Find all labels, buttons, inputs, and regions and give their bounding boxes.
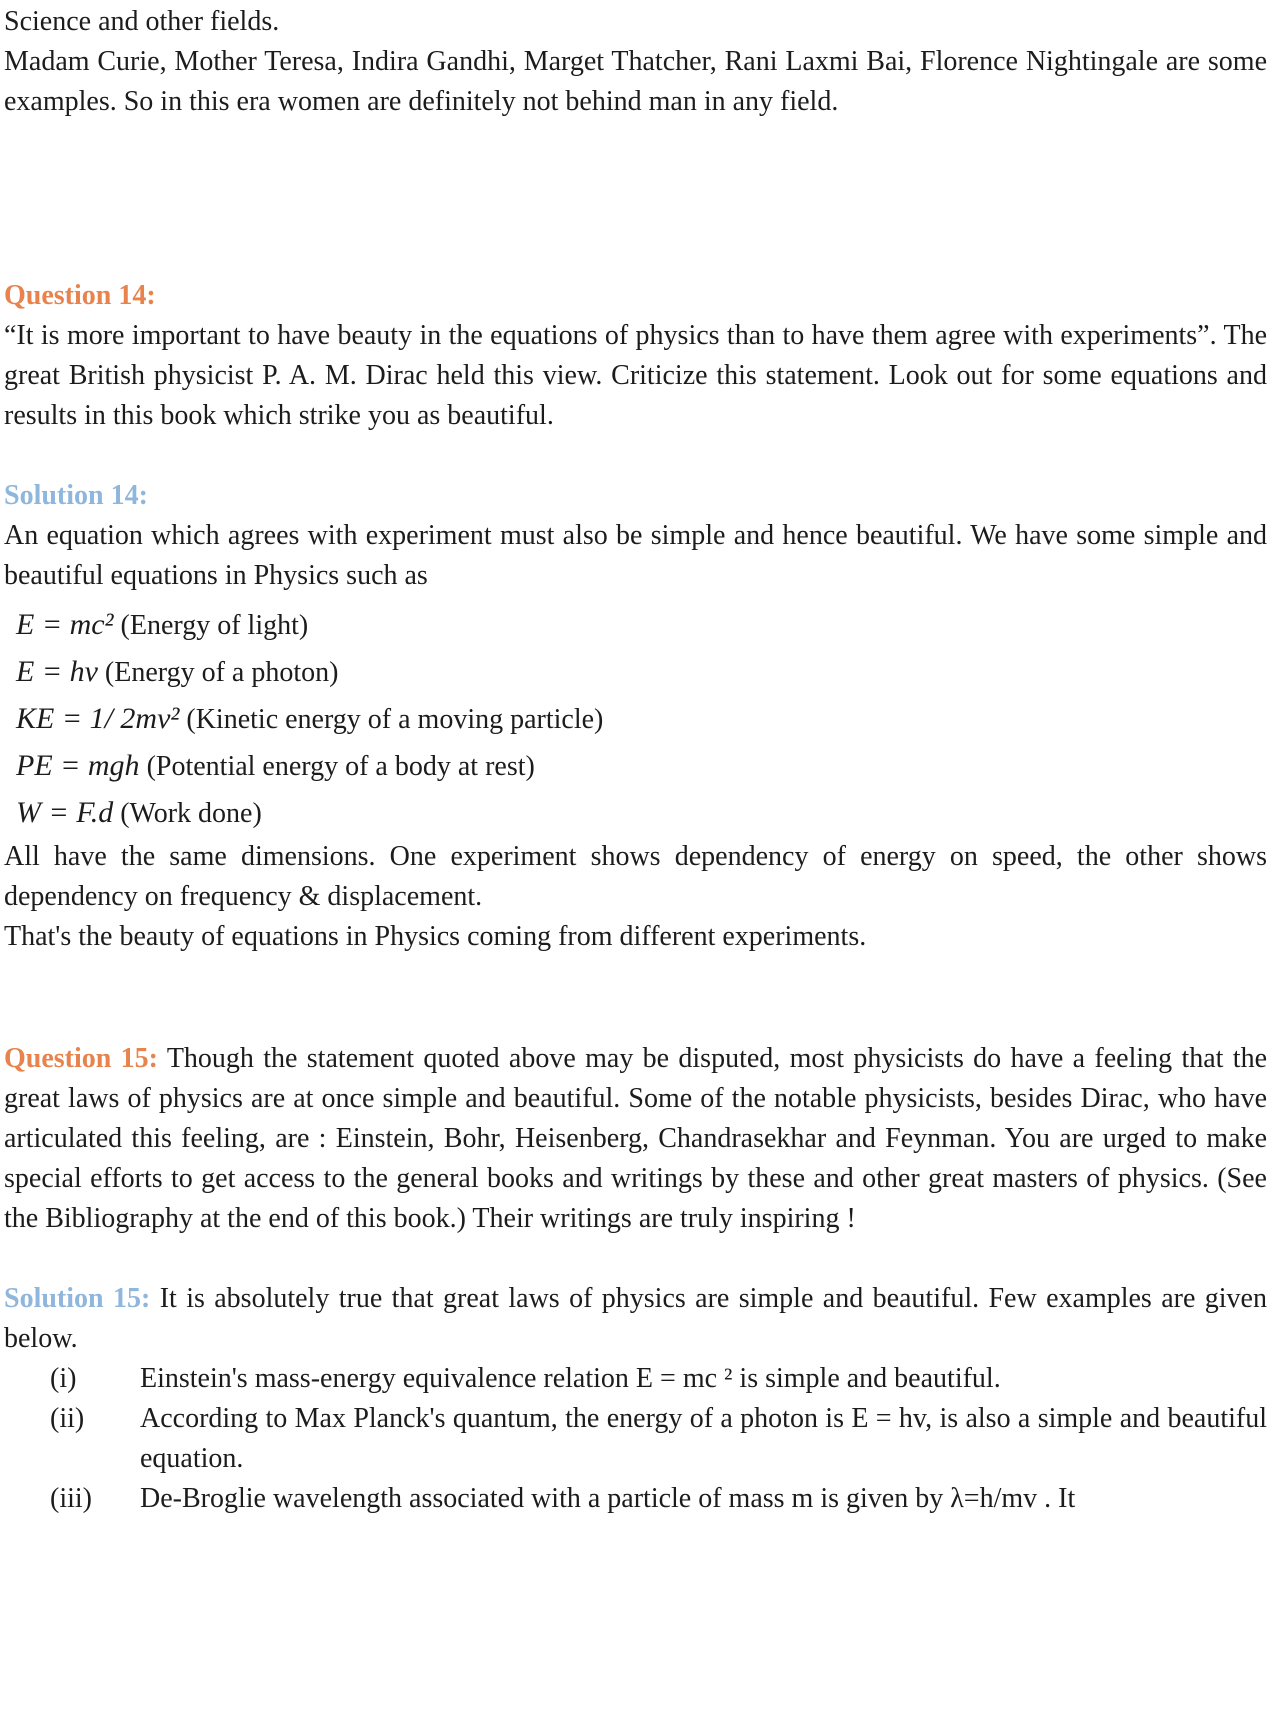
solution15-paragraph <box>4 1279 1267 1359</box>
intro-line: Science and other fields. <box>4 6 280 37</box>
question15-heading: Question 15: <box>4 1043 158 1074</box>
equation-line <box>4 790 1267 837</box>
equation-line <box>4 602 1267 649</box>
solution14-outro: All have the same dimensions. One experiment shows dependency of energy on speed, the other shows dependency on frequency & displacement. <box>4 841 1267 912</box>
equation-desc: (Potential energy of a body at rest) <box>146 751 535 782</box>
list-item-marker: (ii) <box>50 1403 85 1434</box>
equation-math: E = mc² <box>16 608 114 641</box>
solution14-intro: An equation which agrees with experiment must also be simple and hence beautiful. We have some simple and beautiful equations in Physics such as <box>4 520 1267 591</box>
equation-desc: (Kinetic energy of a moving particle) <box>186 704 604 735</box>
solution14-heading: Solution 14: <box>4 480 148 511</box>
question14-body: “It is more important to have beauty in the equations of physics than to have them agree with experiments”. The great British physicist P. A. M. Dirac held this view. Criticize this statement. Look out for some equations and results in this book which strike you as beautiful. <box>4 320 1267 431</box>
equation-line <box>4 696 1267 743</box>
list-item-text: Einstein's mass-energy equivalence relation E = mc ² is simple and beautiful. <box>140 1363 1001 1394</box>
solution14-closing: That's the beauty of equations in Physics coming from different experiments. <box>4 921 867 952</box>
list-item <box>4 1399 1267 1479</box>
equation-line <box>4 743 1267 790</box>
question15-paragraph <box>4 1039 1267 1239</box>
equation-desc: (Work done) <box>120 798 262 829</box>
equation-math: PE = mgh <box>16 749 140 782</box>
equation-desc: (Energy of a photon) <box>104 657 339 688</box>
list-item-marker: (i) <box>50 1363 77 1394</box>
list-item-text: De-Broglie wavelength associated with a particle of mass m is given by λ=h/mv . It <box>140 1483 1076 1514</box>
equation-math: E = hv <box>16 655 98 688</box>
list-item <box>4 1479 1267 1519</box>
question14-heading: Question 14: <box>4 280 156 311</box>
list-item-text: According to Max Planck's quantum, the energy of a photon is E = hv, is also a simple and beautiful equation. <box>140 1403 1267 1474</box>
solution15-list <box>4 1359 1267 1519</box>
equation-desc: (Energy of light) <box>120 610 309 641</box>
equation-line <box>4 649 1267 696</box>
question15-body: Though the statement quoted above may be disputed, most physicists do have a feeling that the great laws of physics are at once simple and beautiful. Some of the notable physicists, besides Dirac, who have articulated this feeling, are : Einstein, Bohr, Heisenberg, Chandrasekhar and Feynman. You are urged to make special efforts to get access to the general books and writings by these and other great masters of physics. (See the Bibliography at the end of this book.) Their writings are truly inspiring ! <box>4 1043 1267 1234</box>
list-item <box>4 1359 1267 1399</box>
equation-math: W = F.d <box>16 796 114 829</box>
solution15-intro: It is absolutely true that great laws of physics are simple and beautiful. Few examples are given below. <box>4 1283 1267 1354</box>
list-item-marker: (iii) <box>50 1483 92 1514</box>
equation-math: KE = 1/ 2mv² <box>16 702 180 735</box>
equation-list <box>4 602 1267 837</box>
solution15-heading: Solution 15: <box>4 1283 151 1314</box>
intro-paragraph: Madam Curie, Mother Teresa, Indira Gandhi, Marget Thatcher, Rani Laxmi Bai, Florence Nightingale are some examples. So in this era women are definitely not behind man in any field. <box>4 46 1267 117</box>
